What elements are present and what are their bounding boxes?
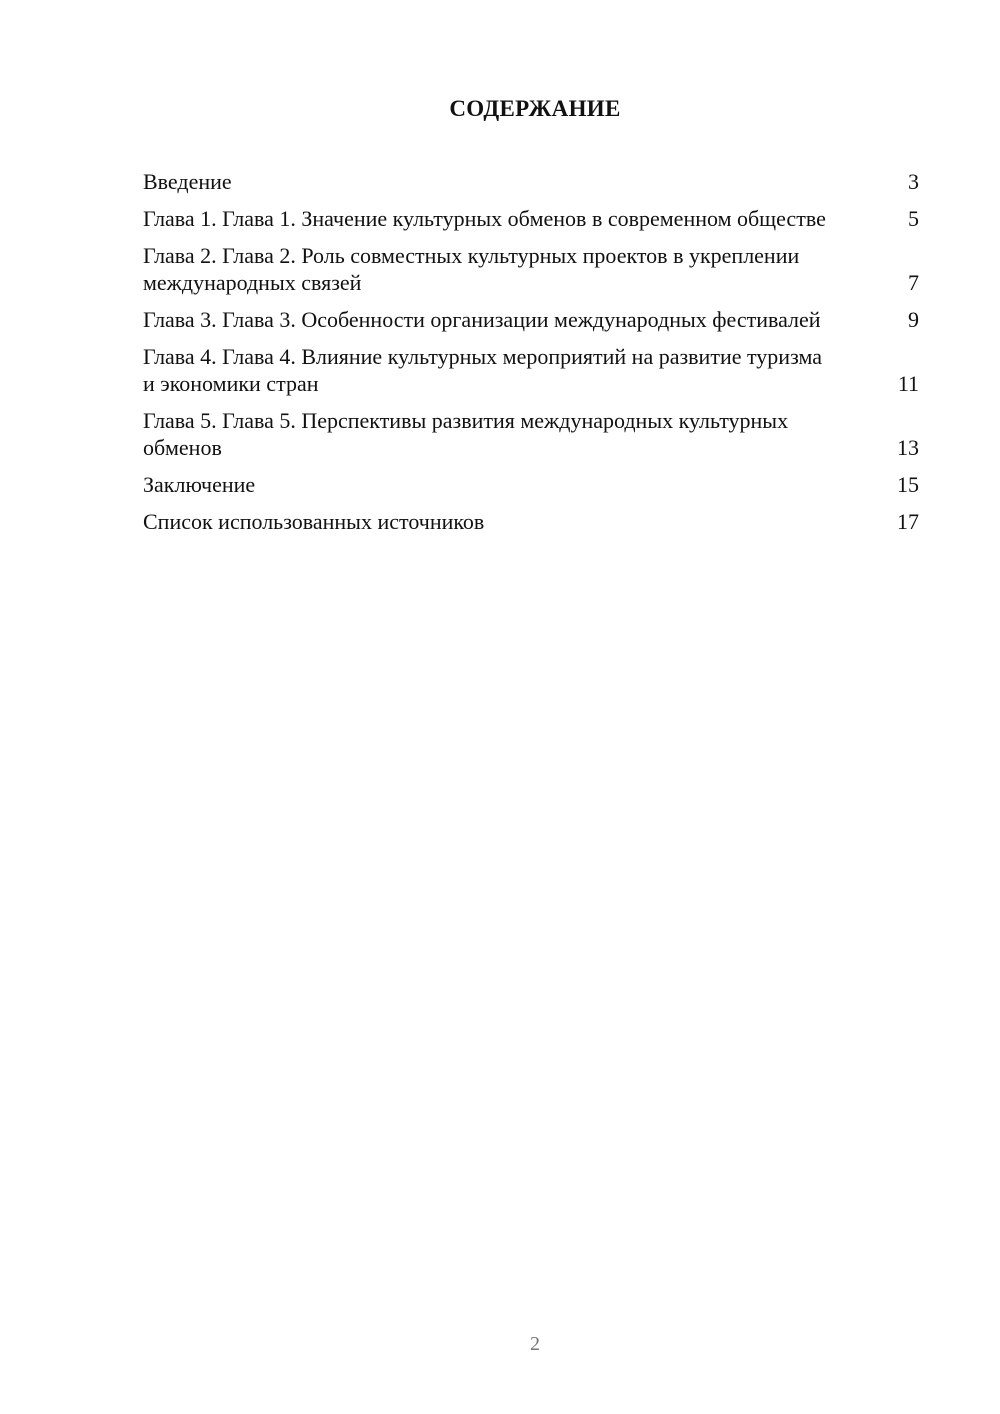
toc-entry-introduction[interactable] [143, 168, 919, 195]
toc-entry-text: Глава 1. Глава 1. Значение культурных обменов в современном обществе [143, 206, 826, 231]
page-number: 2 [530, 1333, 540, 1355]
toc-entry-text: Глава 3. Глава 3. Особенности организации международных фестивалей [143, 307, 821, 332]
toc-entry-chapter-5[interactable] [143, 407, 919, 461]
toc-entry-page: 15 [897, 472, 919, 497]
toc-entry-conclusion[interactable] [143, 471, 919, 498]
page-title: СОДЕРЖАНИЕ [449, 96, 621, 121]
toc-entry-page: 3 [908, 169, 919, 194]
toc-entry-page: 11 [897, 371, 919, 396]
toc-entry-text: Введение [143, 169, 232, 194]
table-of-contents [143, 168, 919, 545]
toc-entry-text: Глава 4. Глава 4. Влияние культурных мероприятий на развитие туризма и экономики стран [143, 344, 822, 396]
toc-entry-page: 7 [908, 270, 919, 295]
toc-entry-chapter-4[interactable] [143, 343, 919, 397]
toc-entry-references[interactable] [143, 508, 919, 535]
toc-entry-page: 5 [908, 206, 919, 231]
toc-entry-text: Глава 5. Глава 5. Перспективы развития международных культурных обменов [143, 408, 789, 460]
toc-entry-chapter-3[interactable] [143, 306, 919, 333]
toc-entry-page: 9 [908, 307, 919, 332]
toc-entry-chapter-2[interactable] [143, 242, 919, 296]
toc-entry-text: Заключение [143, 472, 256, 497]
toc-entry-page: 13 [897, 435, 919, 460]
toc-entry-page: 17 [897, 509, 919, 534]
toc-entry-chapter-1[interactable] [143, 205, 919, 232]
toc-entry-text: Глава 2. Глава 2. Роль совместных культурных проектов в укреплении международных связей [143, 243, 800, 295]
toc-entry-text: Список использованных источников [143, 509, 485, 534]
